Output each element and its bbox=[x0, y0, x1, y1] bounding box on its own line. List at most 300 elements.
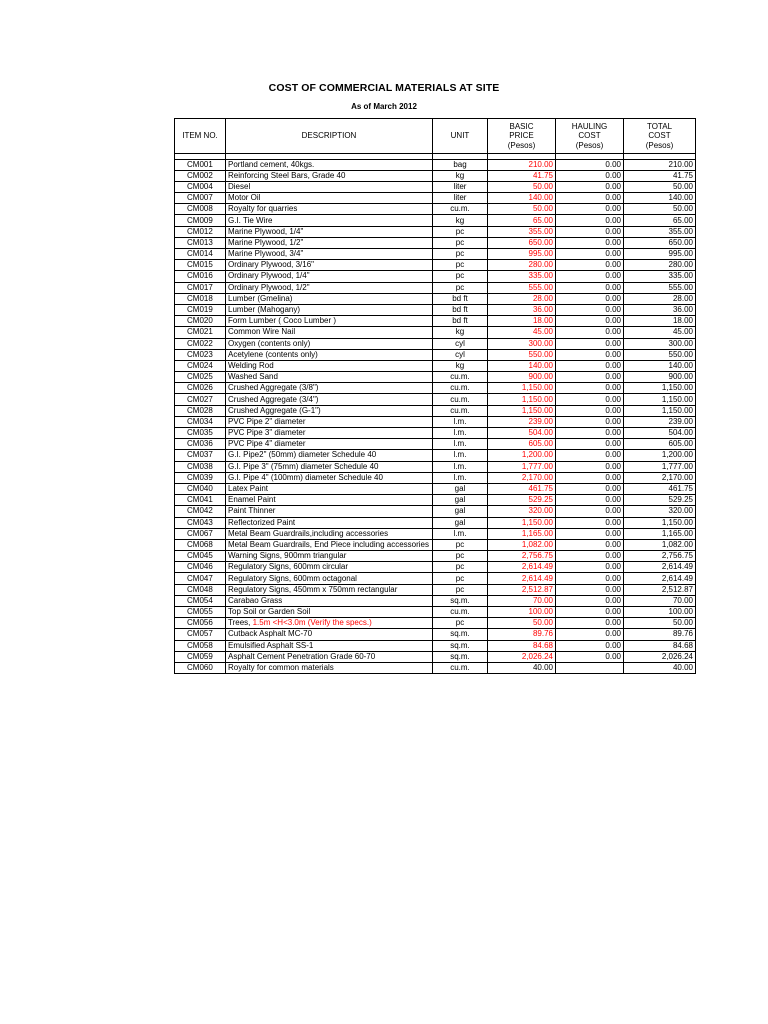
cell-item-no: CM036 bbox=[175, 439, 226, 450]
cell-total-cost: 50.00 bbox=[624, 181, 696, 192]
table-row bbox=[175, 170, 696, 181]
cell-item-no: CM017 bbox=[175, 282, 226, 293]
cell-basic-price: 84.68 bbox=[488, 640, 556, 651]
cell-total-cost: 36.00 bbox=[624, 304, 696, 315]
cell-total-cost: 529.25 bbox=[624, 495, 696, 506]
cell-basic-price: 210.00 bbox=[488, 159, 556, 170]
cell-description: Diesel bbox=[226, 181, 433, 192]
cell-hauling-cost: 0.00 bbox=[556, 584, 624, 595]
cell-item-no: CM007 bbox=[175, 193, 226, 204]
cell-basic-price: 335.00 bbox=[488, 271, 556, 282]
cell-total-cost: 2,756.75 bbox=[624, 551, 696, 562]
cell-unit: gal bbox=[433, 495, 488, 506]
table-row bbox=[175, 372, 696, 383]
cell-total-cost: 65.00 bbox=[624, 215, 696, 226]
cell-description: Oxygen (contents only) bbox=[226, 338, 433, 349]
cell-unit: pc bbox=[433, 584, 488, 595]
cell-item-no: CM019 bbox=[175, 304, 226, 315]
table-row bbox=[175, 215, 696, 226]
cell-hauling-cost: 0.00 bbox=[556, 293, 624, 304]
table-row bbox=[175, 551, 696, 562]
document-title: COST OF COMMERCIAL MATERIALS AT SITE bbox=[268, 82, 500, 94]
cell-total-cost: 1,150.00 bbox=[624, 517, 696, 528]
header-description: DESCRIPTION bbox=[226, 119, 433, 154]
cell-item-no: CM035 bbox=[175, 428, 226, 439]
cell-hauling-cost: 0.00 bbox=[556, 282, 624, 293]
cell-hauling-cost: 0.00 bbox=[556, 338, 624, 349]
cell-basic-price: 1,150.00 bbox=[488, 394, 556, 405]
cell-unit: pc bbox=[433, 271, 488, 282]
cell-hauling-cost: 0.00 bbox=[556, 461, 624, 472]
cell-total-cost: 550.00 bbox=[624, 349, 696, 360]
cell-hauling-cost: 0.00 bbox=[556, 405, 624, 416]
cell-unit: bd ft bbox=[433, 293, 488, 304]
header-hauling-cost-line-3: (Pesos) bbox=[575, 140, 604, 150]
cell-hauling-cost bbox=[556, 662, 624, 673]
table-row bbox=[175, 483, 696, 494]
cell-hauling-cost: 0.00 bbox=[556, 349, 624, 360]
header-total-cost-line-2: COST bbox=[648, 131, 671, 141]
cell-total-cost: 900.00 bbox=[624, 372, 696, 383]
cell-basic-price: 36.00 bbox=[488, 304, 556, 315]
cell-unit: l.m. bbox=[433, 528, 488, 539]
cell-hauling-cost: 0.00 bbox=[556, 181, 624, 192]
table-row bbox=[175, 304, 696, 315]
cell-hauling-cost: 0.00 bbox=[556, 573, 624, 584]
table-row bbox=[175, 271, 696, 282]
cell-item-no: CM013 bbox=[175, 237, 226, 248]
cell-total-cost: 45.00 bbox=[624, 327, 696, 338]
cell-description: Regulatory Signs, 600mm circular bbox=[226, 562, 433, 573]
cell-total-cost: 605.00 bbox=[624, 439, 696, 450]
table-row bbox=[175, 327, 696, 338]
cell-item-no: CM021 bbox=[175, 327, 226, 338]
table-row bbox=[175, 383, 696, 394]
cell-unit: pc bbox=[433, 562, 488, 573]
cell-description: Marine Plywood, 1/2" bbox=[226, 237, 433, 248]
cell-unit: cu.m. bbox=[433, 372, 488, 383]
cell-basic-price: 2,756.75 bbox=[488, 551, 556, 562]
cell-basic-price: 1,150.00 bbox=[488, 517, 556, 528]
cell-description: G.I. Pipe 3" (75mm) diameter Schedule 40 bbox=[226, 461, 433, 472]
cell-description: Portland cement, 40kgs. bbox=[226, 159, 433, 170]
cell-unit: pc bbox=[433, 237, 488, 248]
cell-total-cost: 50.00 bbox=[624, 618, 696, 629]
cell-item-no: CM025 bbox=[175, 372, 226, 383]
cell-total-cost: 239.00 bbox=[624, 416, 696, 427]
cell-unit: kg bbox=[433, 360, 488, 371]
cell-basic-price: 28.00 bbox=[488, 293, 556, 304]
cell-description: Regulatory Signs, 450mm x 750mm rectangular bbox=[226, 584, 433, 595]
cell-hauling-cost: 0.00 bbox=[556, 562, 624, 573]
cell-total-cost: 320.00 bbox=[624, 506, 696, 517]
cell-description: Lumber (Mahogany) bbox=[226, 304, 433, 315]
cell-basic-price: 461.75 bbox=[488, 483, 556, 494]
table-row bbox=[175, 349, 696, 360]
cell-unit: cu.m. bbox=[433, 662, 488, 673]
table-row bbox=[175, 595, 696, 606]
cell-description: Warning Signs, 900mm triangular bbox=[226, 551, 433, 562]
cell-unit: liter bbox=[433, 181, 488, 192]
cell-basic-price: 1,200.00 bbox=[488, 450, 556, 461]
cell-basic-price: 650.00 bbox=[488, 237, 556, 248]
cell-unit: pc bbox=[433, 551, 488, 562]
header-total-cost bbox=[624, 119, 696, 154]
cell-item-no: CM012 bbox=[175, 226, 226, 237]
cell-unit: liter bbox=[433, 193, 488, 204]
header-hauling-cost bbox=[556, 119, 624, 154]
cell-item-no: CM015 bbox=[175, 260, 226, 271]
table-row bbox=[175, 662, 696, 673]
cell-description: G.I. Tie Wire bbox=[226, 215, 433, 226]
materials-cost-table bbox=[174, 118, 696, 674]
header-total-cost-line-3: (Pesos) bbox=[645, 140, 674, 150]
cell-description: G.I. Pipe 4" (100mm) diameter Schedule 40 bbox=[226, 472, 433, 483]
table-row bbox=[175, 159, 696, 170]
cell-basic-price: 100.00 bbox=[488, 607, 556, 618]
description-text: Trees, bbox=[228, 618, 253, 628]
header-hauling-cost-line-2: COST bbox=[578, 131, 601, 141]
table-row bbox=[175, 360, 696, 371]
cell-total-cost: 2,170.00 bbox=[624, 472, 696, 483]
cell-hauling-cost: 0.00 bbox=[556, 483, 624, 494]
cell-description: Carabao Grass bbox=[226, 595, 433, 606]
table-row bbox=[175, 293, 696, 304]
table-row bbox=[175, 472, 696, 483]
table-row bbox=[175, 573, 696, 584]
cell-item-no: CM048 bbox=[175, 584, 226, 595]
table-body bbox=[175, 119, 696, 674]
cell-total-cost: 18.00 bbox=[624, 316, 696, 327]
cell-basic-price: 504.00 bbox=[488, 428, 556, 439]
cell-item-no: CM004 bbox=[175, 181, 226, 192]
header-basic-price bbox=[488, 119, 556, 154]
table-row bbox=[175, 204, 696, 215]
cell-total-cost: 504.00 bbox=[624, 428, 696, 439]
cell-description: Latex Paint bbox=[226, 483, 433, 494]
cell-basic-price: 140.00 bbox=[488, 360, 556, 371]
cell-total-cost: 2,614.49 bbox=[624, 562, 696, 573]
cell-item-no: CM014 bbox=[175, 249, 226, 260]
cell-description: Marine Plywood, 1/4" bbox=[226, 226, 433, 237]
cell-item-no: CM001 bbox=[175, 159, 226, 170]
cell-hauling-cost: 0.00 bbox=[556, 237, 624, 248]
cell-unit: l.m. bbox=[433, 472, 488, 483]
cell-unit: cu.m. bbox=[433, 394, 488, 405]
cell-basic-price: 89.76 bbox=[488, 629, 556, 640]
cell-item-no: CM045 bbox=[175, 551, 226, 562]
table-row bbox=[175, 629, 696, 640]
cell-description: Crushed Aggregate (3/4") bbox=[226, 394, 433, 405]
cell-basic-price: 1,082.00 bbox=[488, 539, 556, 550]
cell-item-no: CM056 bbox=[175, 618, 226, 629]
cell-hauling-cost: 0.00 bbox=[556, 651, 624, 662]
cell-item-no: CM018 bbox=[175, 293, 226, 304]
cell-total-cost: 70.00 bbox=[624, 595, 696, 606]
cell-basic-price: 239.00 bbox=[488, 416, 556, 427]
table-row bbox=[175, 394, 696, 405]
cell-description: Crushed Aggregate (G-1") bbox=[226, 405, 433, 416]
cell-basic-price: 50.00 bbox=[488, 204, 556, 215]
cell-unit: pc bbox=[433, 282, 488, 293]
cell-item-no: CM008 bbox=[175, 204, 226, 215]
cell-item-no: CM024 bbox=[175, 360, 226, 371]
cell-hauling-cost: 0.00 bbox=[556, 629, 624, 640]
cell-total-cost: 28.00 bbox=[624, 293, 696, 304]
cell-hauling-cost: 0.00 bbox=[556, 551, 624, 562]
cell-item-no: CM046 bbox=[175, 562, 226, 573]
cell-total-cost: 2,026.24 bbox=[624, 651, 696, 662]
cell-description: Royalty for common materials bbox=[226, 662, 433, 673]
cell-hauling-cost: 0.00 bbox=[556, 372, 624, 383]
cell-hauling-cost: 0.00 bbox=[556, 618, 624, 629]
cell-basic-price: 1,165.00 bbox=[488, 528, 556, 539]
cell-total-cost: 50.00 bbox=[624, 204, 696, 215]
cell-hauling-cost: 0.00 bbox=[556, 528, 624, 539]
table-row bbox=[175, 428, 696, 439]
cell-total-cost: 100.00 bbox=[624, 607, 696, 618]
table-row bbox=[175, 506, 696, 517]
cell-unit: kg bbox=[433, 327, 488, 338]
cell-basic-price: 2,026.24 bbox=[488, 651, 556, 662]
cell-description: Ordinary Plywood, 3/16" bbox=[226, 260, 433, 271]
cell-basic-price: 1,150.00 bbox=[488, 405, 556, 416]
cell-item-no: CM060 bbox=[175, 662, 226, 673]
cell-description: Cutback Asphalt MC-70 bbox=[226, 629, 433, 640]
table-row bbox=[175, 226, 696, 237]
cell-total-cost: 40.00 bbox=[624, 662, 696, 673]
header-basic-price-line-3: (Pesos) bbox=[507, 140, 536, 150]
cell-item-no: CM034 bbox=[175, 416, 226, 427]
cell-hauling-cost: 0.00 bbox=[556, 327, 624, 338]
cell-item-no: CM037 bbox=[175, 450, 226, 461]
cell-description: Reinforcing Steel Bars, Grade 40 bbox=[226, 170, 433, 181]
cell-description: Acetylene (contents only) bbox=[226, 349, 433, 360]
table-row bbox=[175, 282, 696, 293]
cell-basic-price: 320.00 bbox=[488, 506, 556, 517]
cell-total-cost: 355.00 bbox=[624, 226, 696, 237]
table-row bbox=[175, 450, 696, 461]
cell-hauling-cost: 0.00 bbox=[556, 249, 624, 260]
cell-unit: cyl bbox=[433, 338, 488, 349]
cell-basic-price: 605.00 bbox=[488, 439, 556, 450]
cell-description: PVC Pipe 4" diameter bbox=[226, 439, 433, 450]
cell-total-cost: 1,200.00 bbox=[624, 450, 696, 461]
cell-basic-price: 2,512.87 bbox=[488, 584, 556, 595]
cell-hauling-cost: 0.00 bbox=[556, 607, 624, 618]
cell-unit: bd ft bbox=[433, 304, 488, 315]
table-row bbox=[175, 237, 696, 248]
cell-hauling-cost: 0.00 bbox=[556, 472, 624, 483]
cell-basic-price: 2,614.49 bbox=[488, 573, 556, 584]
header-hauling-cost-line-1: HAULING bbox=[571, 122, 608, 132]
cell-description: Lumber (Gmelina) bbox=[226, 293, 433, 304]
cell-item-no: CM022 bbox=[175, 338, 226, 349]
cell-description: Motor Oil bbox=[226, 193, 433, 204]
cell-description: Emulsified Asphalt SS-1 bbox=[226, 640, 433, 651]
table-row bbox=[175, 584, 696, 595]
cell-hauling-cost: 0.00 bbox=[556, 159, 624, 170]
cell-total-cost: 1,150.00 bbox=[624, 394, 696, 405]
cell-description: Royalty for quarries bbox=[226, 204, 433, 215]
cell-item-no: CM020 bbox=[175, 316, 226, 327]
cell-unit: gal bbox=[433, 506, 488, 517]
cell-item-no: CM058 bbox=[175, 640, 226, 651]
cell-item-no: CM027 bbox=[175, 394, 226, 405]
cell-item-no: CM039 bbox=[175, 472, 226, 483]
table-row bbox=[175, 338, 696, 349]
cell-description: Welding Rod bbox=[226, 360, 433, 371]
cell-description: PVC Pipe 3" diameter bbox=[226, 428, 433, 439]
cell-description: Ordinary Plywood, 1/4" bbox=[226, 271, 433, 282]
cell-unit: kg bbox=[433, 170, 488, 181]
cell-unit: pc bbox=[433, 573, 488, 584]
cell-hauling-cost: 0.00 bbox=[556, 170, 624, 181]
cell-item-no: CM023 bbox=[175, 349, 226, 360]
cell-description: Washed Sand bbox=[226, 372, 433, 383]
cell-item-no: CM055 bbox=[175, 607, 226, 618]
cell-basic-price: 50.00 bbox=[488, 618, 556, 629]
cell-basic-price: 41.75 bbox=[488, 170, 556, 181]
cell-total-cost: 1,165.00 bbox=[624, 528, 696, 539]
cell-total-cost: 650.00 bbox=[624, 237, 696, 248]
cell-description: G.I. Pipe2" (50mm) diameter Schedule 40 bbox=[226, 450, 433, 461]
cell-item-no: CM043 bbox=[175, 517, 226, 528]
cell-basic-price: 1,150.00 bbox=[488, 383, 556, 394]
table-row bbox=[175, 316, 696, 327]
cell-description: Marine Plywood, 3/4" bbox=[226, 249, 433, 260]
cell-total-cost: 335.00 bbox=[624, 271, 696, 282]
table-row bbox=[175, 517, 696, 528]
cell-description bbox=[226, 618, 433, 629]
table-row bbox=[175, 562, 696, 573]
cell-description: Reflectorized Paint bbox=[226, 517, 433, 528]
cell-item-no: CM042 bbox=[175, 506, 226, 517]
cell-unit: sq.m. bbox=[433, 595, 488, 606]
cell-unit: pc bbox=[433, 249, 488, 260]
cell-total-cost: 2,614.49 bbox=[624, 573, 696, 584]
cell-basic-price: 550.00 bbox=[488, 349, 556, 360]
cell-unit: cu.m. bbox=[433, 383, 488, 394]
cell-unit: sq.m. bbox=[433, 640, 488, 651]
cell-description: PVC Pipe 2" diameter bbox=[226, 416, 433, 427]
cell-hauling-cost: 0.00 bbox=[556, 539, 624, 550]
cell-unit: l.m. bbox=[433, 428, 488, 439]
cell-basic-price: 995.00 bbox=[488, 249, 556, 260]
table-row bbox=[175, 416, 696, 427]
cell-unit: bag bbox=[433, 159, 488, 170]
cell-item-no: CM067 bbox=[175, 528, 226, 539]
cell-basic-price: 70.00 bbox=[488, 595, 556, 606]
table-row bbox=[175, 193, 696, 204]
cell-unit: bd ft bbox=[433, 316, 488, 327]
cell-basic-price: 140.00 bbox=[488, 193, 556, 204]
cell-item-no: CM026 bbox=[175, 383, 226, 394]
cell-basic-price: 65.00 bbox=[488, 215, 556, 226]
header-total-cost-line-1: TOTAL bbox=[646, 122, 673, 132]
cell-total-cost: 210.00 bbox=[624, 159, 696, 170]
table-row bbox=[175, 618, 696, 629]
cell-basic-price: 355.00 bbox=[488, 226, 556, 237]
cell-description: Metal Beam Guardrails, End Piece including accessories bbox=[226, 539, 433, 550]
cell-description: Form Lumber ( Coco Lumber ) bbox=[226, 316, 433, 327]
header-item-no: ITEM NO. bbox=[175, 119, 226, 154]
table-row bbox=[175, 640, 696, 651]
table-row bbox=[175, 495, 696, 506]
cell-hauling-cost: 0.00 bbox=[556, 394, 624, 405]
cell-total-cost: 280.00 bbox=[624, 260, 696, 271]
cell-description: Metal Beam Guardrails,including accessories bbox=[226, 528, 433, 539]
cell-hauling-cost: 0.00 bbox=[556, 495, 624, 506]
table-row bbox=[175, 539, 696, 550]
cell-hauling-cost: 0.00 bbox=[556, 360, 624, 371]
cell-hauling-cost: 0.00 bbox=[556, 260, 624, 271]
cell-hauling-cost: 0.00 bbox=[556, 640, 624, 651]
cell-basic-price: 900.00 bbox=[488, 372, 556, 383]
cell-item-no: CM002 bbox=[175, 170, 226, 181]
cell-unit: l.m. bbox=[433, 461, 488, 472]
cell-total-cost: 1,777.00 bbox=[624, 461, 696, 472]
cell-total-cost: 1,150.00 bbox=[624, 405, 696, 416]
cell-hauling-cost: 0.00 bbox=[556, 595, 624, 606]
cell-total-cost: 461.75 bbox=[624, 483, 696, 494]
cell-hauling-cost: 0.00 bbox=[556, 428, 624, 439]
cell-basic-price: 50.00 bbox=[488, 181, 556, 192]
document-subtitle: As of March 2012 bbox=[351, 102, 417, 111]
cell-description: Paint Thinner bbox=[226, 506, 433, 517]
cell-unit: gal bbox=[433, 483, 488, 494]
table-row bbox=[175, 405, 696, 416]
cell-item-no: CM057 bbox=[175, 629, 226, 640]
table-row bbox=[175, 461, 696, 472]
cell-unit: pc bbox=[433, 226, 488, 237]
cell-hauling-cost: 0.00 bbox=[556, 450, 624, 461]
table-row bbox=[175, 439, 696, 450]
cell-unit: l.m. bbox=[433, 416, 488, 427]
description-note: 1.5m <H<3.0m (Verify the specs.) bbox=[252, 618, 372, 628]
cell-unit: sq.m. bbox=[433, 629, 488, 640]
cell-unit: gal bbox=[433, 517, 488, 528]
cell-total-cost: 41.75 bbox=[624, 170, 696, 181]
cell-item-no: CM038 bbox=[175, 461, 226, 472]
cell-description: Common Wire Nail bbox=[226, 327, 433, 338]
cell-hauling-cost: 0.00 bbox=[556, 316, 624, 327]
cell-description: Regulatory Signs, 600mm octagonal bbox=[226, 573, 433, 584]
cell-hauling-cost: 0.00 bbox=[556, 517, 624, 528]
cell-hauling-cost: 0.00 bbox=[556, 439, 624, 450]
cell-unit: l.m. bbox=[433, 450, 488, 461]
cell-total-cost: 1,150.00 bbox=[624, 383, 696, 394]
cell-unit: sq.m. bbox=[433, 651, 488, 662]
cell-basic-price: 280.00 bbox=[488, 260, 556, 271]
cell-unit: cu.m. bbox=[433, 607, 488, 618]
table-row bbox=[175, 651, 696, 662]
cell-hauling-cost: 0.00 bbox=[556, 215, 624, 226]
cell-item-no: CM059 bbox=[175, 651, 226, 662]
cell-unit: cu.m. bbox=[433, 204, 488, 215]
cell-basic-price: 40.00 bbox=[488, 662, 556, 673]
table-row bbox=[175, 260, 696, 271]
cell-unit: cu.m. bbox=[433, 405, 488, 416]
cell-basic-price: 300.00 bbox=[488, 338, 556, 349]
cell-unit: pc bbox=[433, 618, 488, 629]
cell-hauling-cost: 0.00 bbox=[556, 304, 624, 315]
cell-total-cost: 1,082.00 bbox=[624, 539, 696, 550]
cell-item-no: CM068 bbox=[175, 539, 226, 550]
cell-total-cost: 140.00 bbox=[624, 360, 696, 371]
cell-basic-price: 1,777.00 bbox=[488, 461, 556, 472]
cell-description: Enamel Paint bbox=[226, 495, 433, 506]
